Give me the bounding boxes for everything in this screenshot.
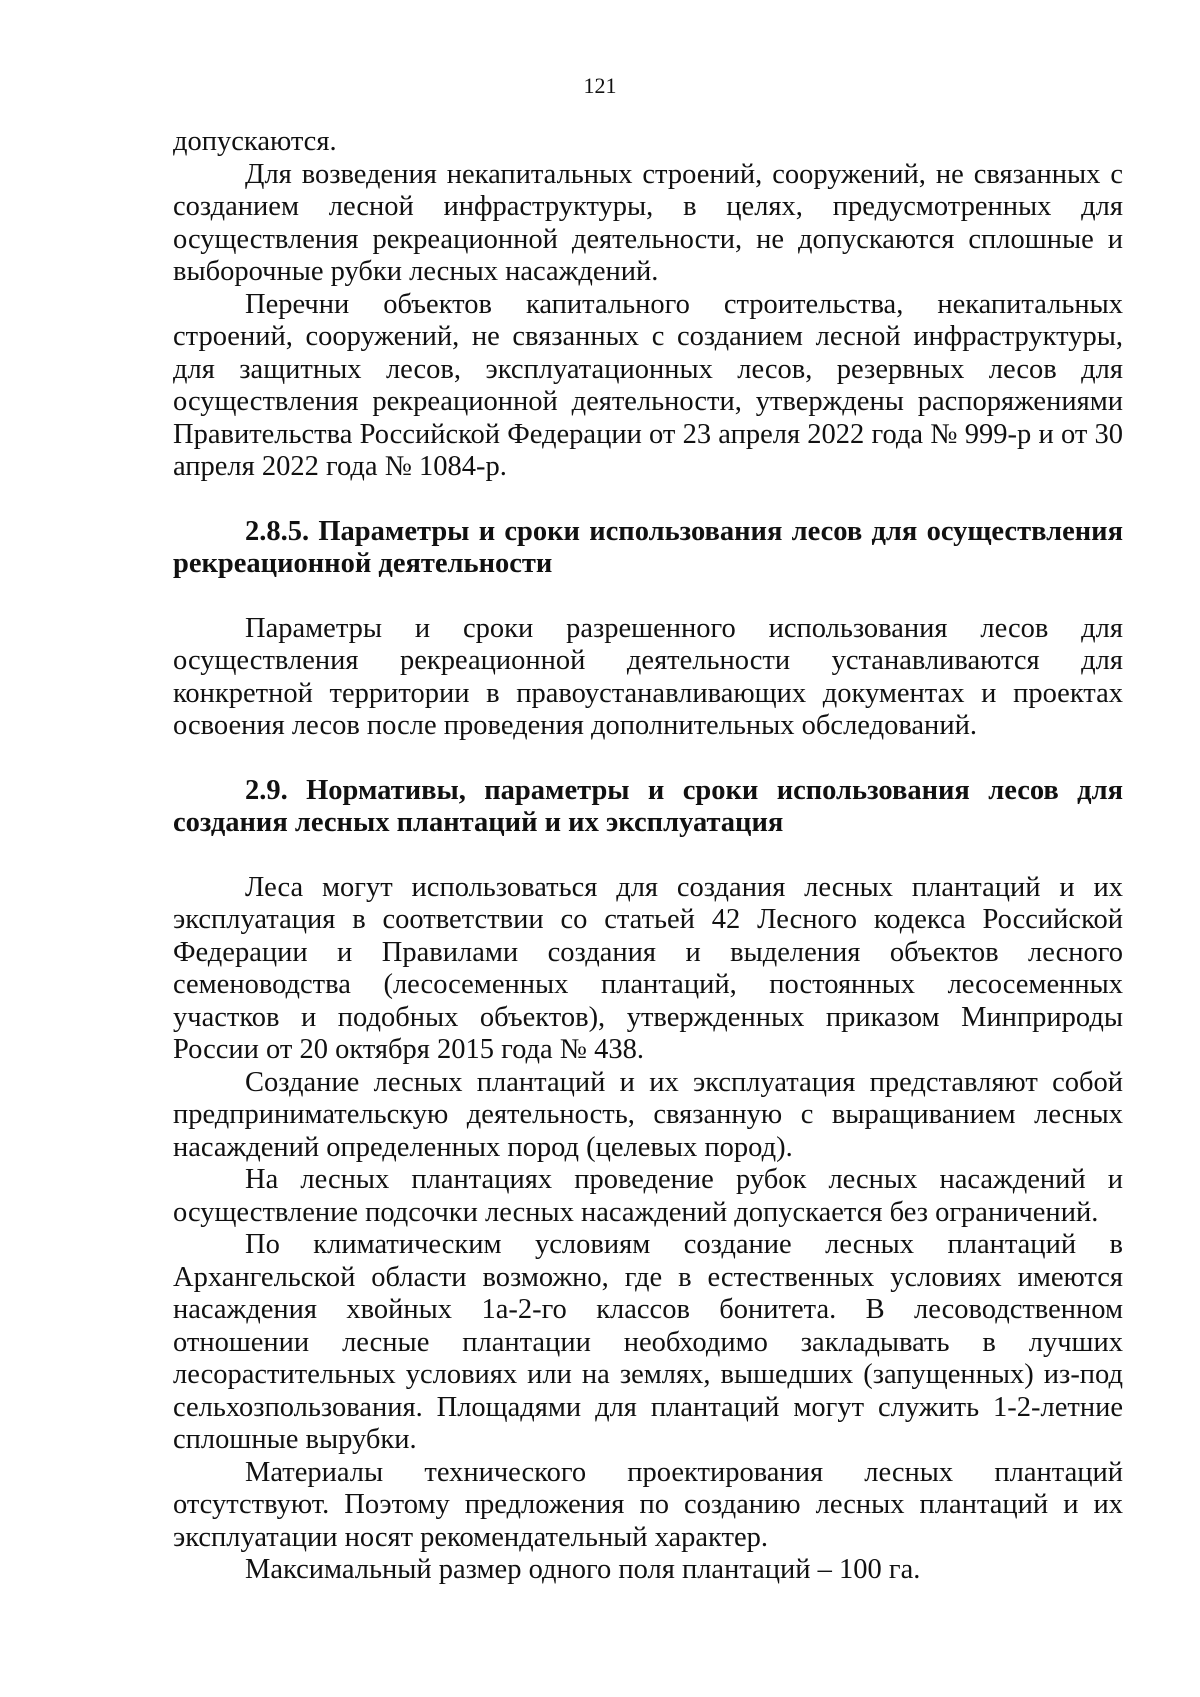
paragraph-noncapital-structures: Для возведения некапитальных строений, сооружений, не связанных с созданием лесной инфраструктуры, в целях, предусмотренных для осуществления рекреационной деятельности, не допускаются сплошные и выборочные рубки лесных насаждений. — [173, 158, 1123, 287]
paragraph-climatic-conditions: По климатическим условиям создание лесных плантаций в Архангельской области возможно, где в естественных условиях имеются насаждения хвойных 1а-2-го классов бонитета. В лесоводственном отношении лесные плантации необходимо закладывать в лучших лесорастительных условиях или на землях, вышедших (запущенных) из-под сельхозпользования. Площадями для плантаций могут служить 1-2-летние сплошные вырубки. — [173, 1229, 1123, 1455]
paragraph-technical-design: Материалы технического проектирования лесных плантаций отсутствуют. Поэтому предложения по созданию лесных плантаций и их эксплуатации носят рекомендательный характер. — [173, 1456, 1123, 1553]
section-heading-2-8-5: 2.8.5. Параметры и сроки использования лесов для осуществления рекреационной деятельности — [173, 515, 1123, 579]
paragraph-max-field-size: Максимальный размер одного поля плантаций – 100 га. — [245, 1554, 921, 1585]
section-heading-2-9: 2.9. Нормативы, параметры и сроки использования лесов для создания лесных плантаций и их эксплуатация — [173, 774, 1123, 838]
page-number: 121 — [583, 73, 617, 98]
document-body — [173, 126, 1123, 1587]
paragraph-forest-plantations-law: Леса могут использоваться для создания лесных плантаций и их эксплуатация в соответствии со статьей 42 Лесного кодекса Российской Федерации и Правилами создания и выделения объектов лесного семеноводства (лесосеменных плантаций, постоянных лесосеменных участков и подобных объектов), утвержденных приказом Минприроды России от 20 октября 2015 года № 438. — [173, 871, 1123, 1065]
paragraph-object-lists: Перечни объектов капитального строительства, некапитальных строений, сооружений, не связанных с созданием лесной инфраструктуры, для защитных лесов, эксплуатационных лесов, резервных лесов для осуществления рекреационной деятельности, утверждены распоряжениями Правительства Российской Федерации от 23 апреля 2022 года № 999-р и от 30 апреля 2022 года № 1084-р. — [173, 288, 1123, 482]
paragraph-recreation-parameters: Параметры и сроки разрешенного использования лесов для осуществления рекреационной деятельности устанавливаются для конкретной территории в правоустанавливающих документах и проектах освоения лесов после проведения дополнительных обследований. — [173, 612, 1123, 741]
paragraph-plantations-felling: На лесных плантациях проведение рубок лесных насаждений и осуществление подсочки лесных насаждений допускается без ограничений. — [173, 1164, 1123, 1228]
paragraph-plantations-business: Создание лесных плантаций и их эксплуатация представляют собой предпринимательскую деятельность, связанную с выращиванием лесных насаждений определенных пород (целевых пород). — [173, 1066, 1123, 1163]
paragraph-continuation: допускаются. — [173, 126, 337, 157]
